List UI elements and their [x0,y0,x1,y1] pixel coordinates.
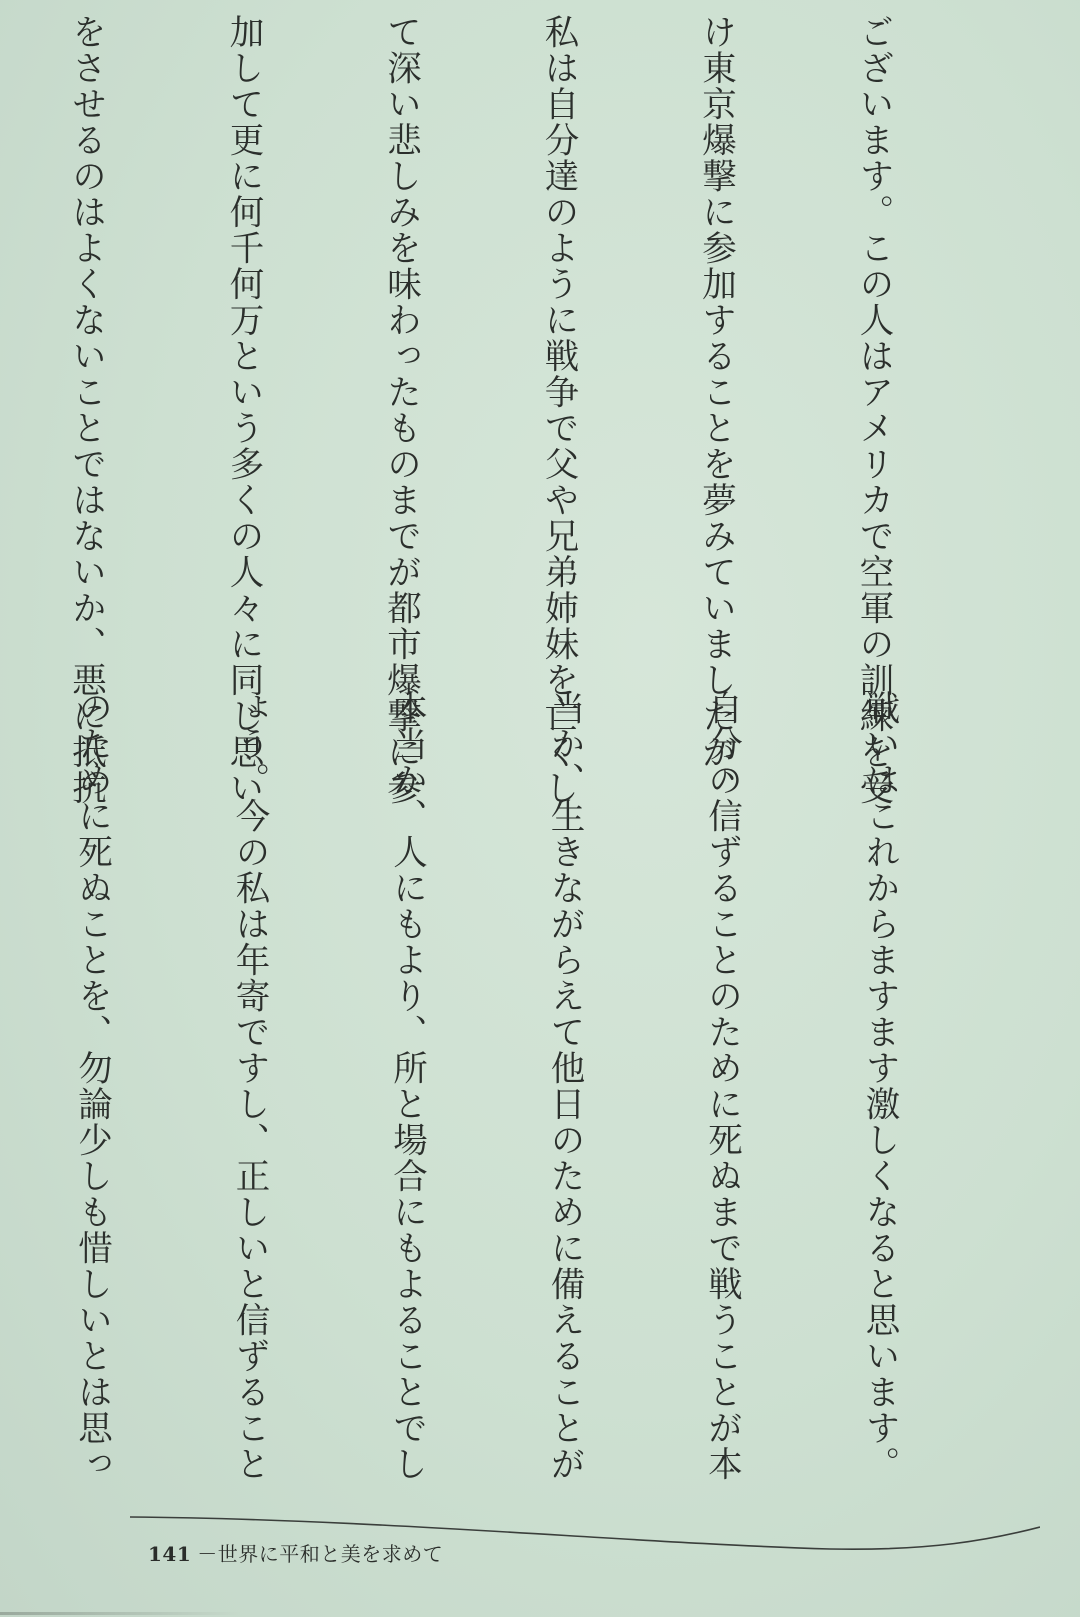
book-title: 世界に平和と美を求めて [217,1542,444,1566]
text-column: ございます。この人はアメリカで空軍の訓練を受 [853,14,893,806]
text-column: をさせるのはよくないことではないか、悪に抵抗 [65,14,106,806]
text-block-top [0,14,1004,806]
text-column: 自分の信ずることのために死ぬまで戦うことが本 [701,690,742,1482]
text-column: 当か、生きながらえて他日のために備えることが [544,690,584,1482]
text-block-bottom [0,690,1010,1482]
text-column: のために死ぬことを、勿論少しも惜しいとは思っ [71,690,112,1482]
text-column: 私は自分達のように戦争で父や兄弟姉妹を亡くし [538,14,578,806]
page-footer [148,1538,443,1567]
text-column: 戦いはこれからますます激しくなると思います。 [859,690,899,1482]
text-column: 加して更に何千何万という多くの人々に同じ思い [223,14,263,806]
text-column: ょう。今の私は年寄ですし、正しいと信ずること [229,690,269,1482]
page-edge-shadow [0,1612,240,1615]
page-number: 141 [148,1542,192,1566]
text-column: け東京爆撃に参加することを夢みていましたが、 [695,14,736,806]
text-column: て深い悲しみを味わったものまでが都市爆撃に参 [380,14,421,806]
footer-separator: － [197,1542,218,1566]
text-column: 本当か、人にもより、所と場合にもよることでし [386,690,427,1482]
